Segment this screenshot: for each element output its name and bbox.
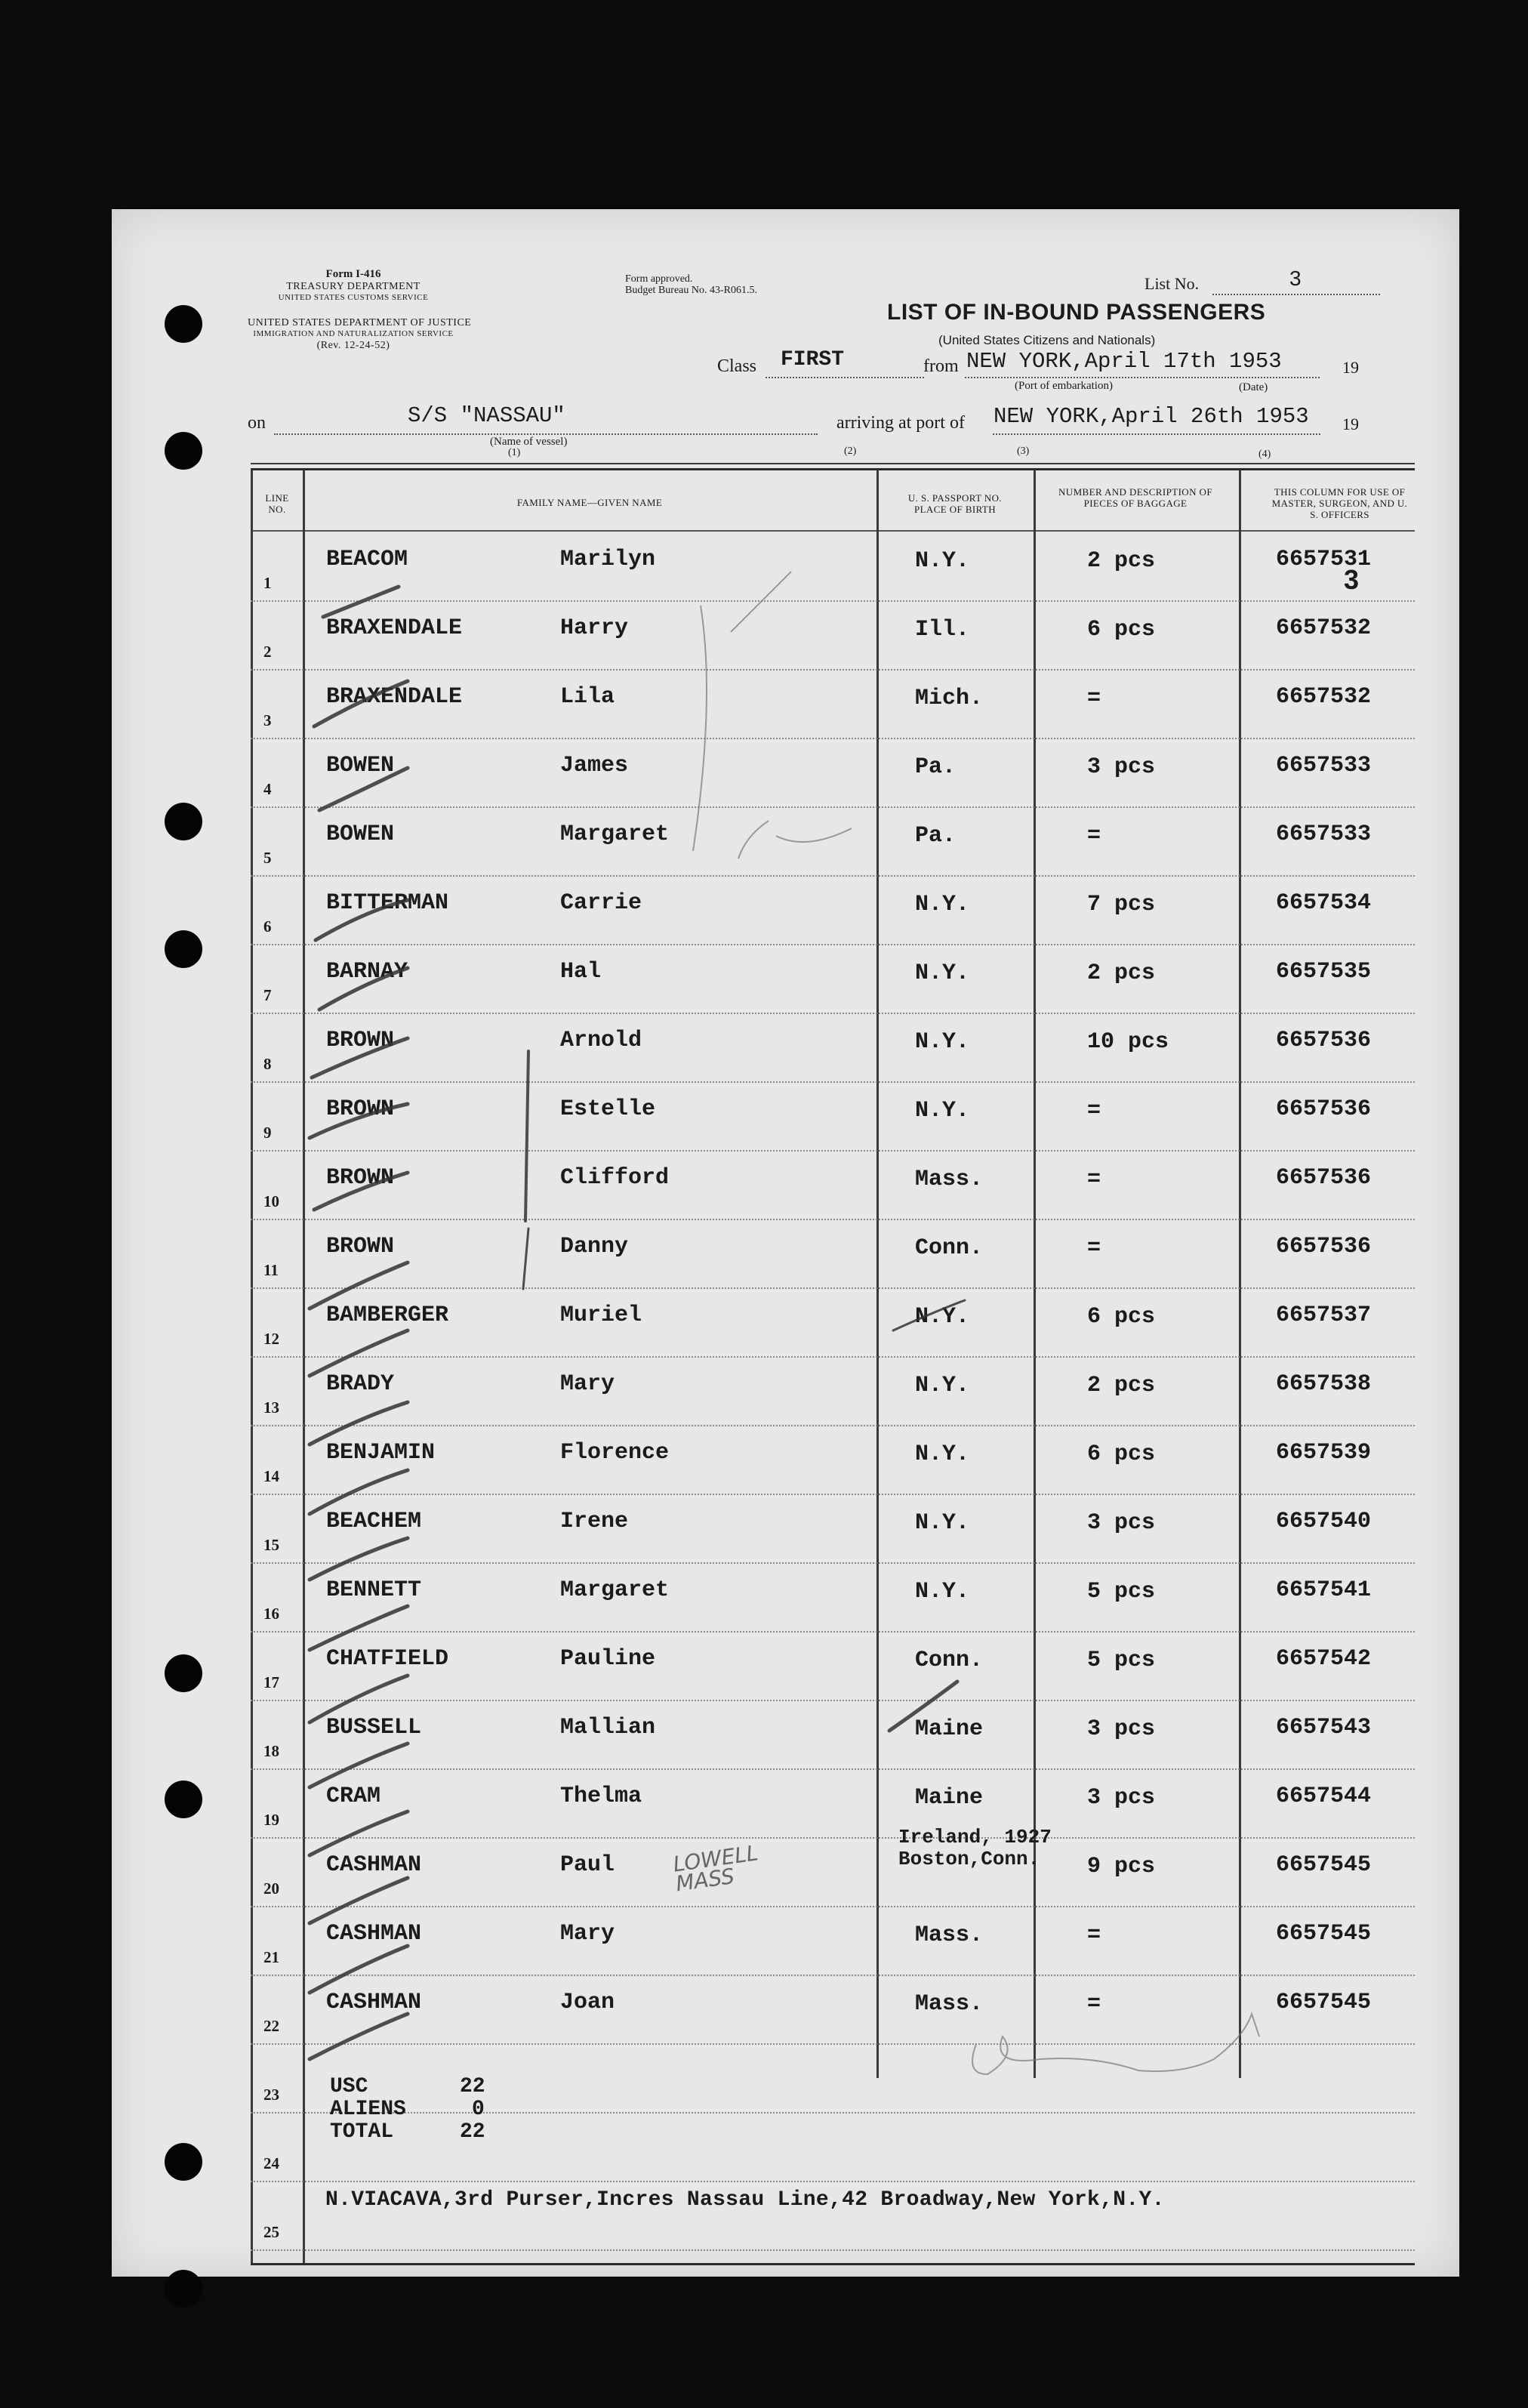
line-number: 16 — [263, 1605, 279, 1623]
place-of-birth: Mich. — [915, 686, 984, 711]
vessel-line — [274, 433, 818, 435]
family-name: BARNAY — [326, 959, 408, 985]
baggage: 6 pcs — [1087, 1304, 1156, 1330]
form-number: Form I-416 — [325, 268, 381, 280]
family-name: BUSSELL — [326, 1715, 422, 1740]
line-number: 23 — [263, 2086, 279, 2104]
binder-hole — [165, 2270, 202, 2308]
officer-number: 6657533 — [1276, 753, 1372, 779]
baggage: 2 pcs — [1087, 960, 1156, 986]
place-of-birth: N.Y. — [915, 1510, 970, 1536]
family-name: BROWN — [326, 1165, 395, 1191]
row-rule — [251, 1562, 1415, 1564]
place-of-birth: Maine — [915, 1716, 984, 1742]
given-name: Harry — [560, 615, 629, 641]
col-num-3: (3) — [1017, 446, 1030, 457]
officer-number: 6657537 — [1276, 1303, 1372, 1328]
family-name: CRAM — [326, 1784, 381, 1809]
row-rule — [251, 1287, 1415, 1289]
place-of-birth: Mass. — [915, 1991, 984, 2017]
line-number: 15 — [263, 1536, 279, 1554]
place-of-birth: Pa. — [915, 754, 957, 780]
line-number: 5 — [263, 849, 272, 867]
line-number: 10 — [263, 1192, 279, 1210]
arriving-label: arriving at port of — [836, 413, 965, 433]
place-of-birth: N.Y. — [915, 1373, 970, 1398]
given-name: Danny — [560, 1234, 629, 1259]
given-name: Pauline — [560, 1646, 656, 1672]
approval-block — [625, 273, 757, 296]
line-number: 12 — [263, 1330, 279, 1348]
handwritten-note: LOWELL MASS — [671, 1840, 760, 1897]
baggage: = — [1087, 686, 1101, 711]
baggage: 6 pcs — [1087, 1441, 1156, 1467]
family-name: BRAXENDALE — [326, 615, 463, 641]
family-name: BROWN — [326, 1028, 395, 1053]
line-number: 14 — [263, 1467, 279, 1485]
page-subtitle: (United States Citizens and Nationals) — [938, 333, 1156, 347]
row-rule — [251, 2249, 1415, 2251]
row-rule — [251, 1356, 1415, 1358]
class-line — [766, 377, 924, 378]
row-rule — [251, 1494, 1415, 1495]
row-rule — [251, 1975, 1415, 1976]
header-baggage: NUMBER AND DESCRIPTION OF PIECES OF BAGGAGE — [1058, 486, 1212, 509]
family-name: CASHMAN — [326, 1921, 422, 1947]
family-name: BROWN — [326, 1234, 395, 1259]
line-number: 9 — [263, 1124, 272, 1142]
line-number: 2 — [263, 643, 272, 661]
binder-hole — [165, 2143, 202, 2181]
aliens-value: 0 — [472, 2098, 485, 2121]
baggage: = — [1087, 1167, 1101, 1192]
line-number: 22 — [263, 2017, 279, 2035]
officer-number: 6657534 — [1276, 890, 1372, 916]
baggage: = — [1087, 823, 1101, 849]
officer-number: 6657545 — [1276, 1852, 1372, 1878]
total-label: TOTAL — [330, 2120, 394, 2144]
usc-value: 22 — [460, 2075, 485, 2098]
officer-number: 6657536 — [1276, 1234, 1372, 1259]
family-name: BENJAMIN — [326, 1440, 436, 1466]
officer-number: 6657539 — [1276, 1440, 1372, 1466]
row-rule — [251, 1906, 1415, 1907]
from-year-suffix: 19 — [1342, 358, 1359, 377]
binder-hole — [165, 1781, 202, 1818]
given-name: Margaret — [560, 1577, 670, 1603]
header-line-no: LINE NO. — [265, 492, 289, 515]
arriving-line — [993, 433, 1320, 435]
officer-number: 6657545 — [1276, 1921, 1372, 1947]
place-of-birth: N.Y. — [915, 892, 970, 917]
place-of-birth: N.Y. — [915, 1029, 970, 1055]
officer-number: 6657536 — [1276, 1096, 1372, 1122]
class-value: FIRST — [781, 348, 845, 372]
row-rule — [251, 1768, 1415, 1770]
officer-number: 6657542 — [1276, 1646, 1372, 1672]
purser-line: N.VIACAVA,3rd Purser,Incres Nassau Line,42 Broadway,New York,N.Y. — [325, 2188, 1165, 2212]
row-rule — [251, 738, 1415, 739]
row-rule — [251, 944, 1415, 945]
officer-number: 6657543 — [1276, 1715, 1372, 1740]
row-rule — [251, 1700, 1415, 1701]
total-value: 22 — [460, 2120, 485, 2144]
row-rule — [251, 875, 1415, 877]
place-of-birth: Pa. — [915, 823, 957, 849]
justice-block — [248, 317, 472, 351]
aliens-label: ALIENS — [330, 2098, 406, 2121]
from-value: NEW YORK,April 17th 1953 — [966, 349, 1282, 374]
family-name: BEACOM — [326, 547, 408, 572]
row-rule — [251, 1081, 1415, 1083]
place-of-birth: N.Y. — [915, 1098, 970, 1124]
baggage: = — [1087, 1235, 1101, 1261]
row-rule — [251, 600, 1415, 602]
baggage: 3 pcs — [1087, 754, 1156, 780]
place-of-birth: N.Y. — [915, 1304, 970, 1330]
officer-number: 6657538 — [1276, 1371, 1372, 1397]
line-number: 7 — [263, 986, 272, 1004]
list-no-label: List No. — [1144, 274, 1200, 293]
given-name: Mary — [560, 1921, 615, 1947]
baggage: 7 pcs — [1087, 892, 1156, 917]
given-name: Hal — [560, 959, 602, 985]
row-rule — [251, 2112, 1415, 2114]
given-name: Margaret — [560, 822, 670, 847]
header-officers: THIS COLUMN FOR USE OF MASTER, SURGEON, AND U. S. OFFICERS — [1271, 486, 1408, 520]
customs-service: UNITED STATES CUSTOMS SERVICE — [278, 293, 429, 302]
baggage: 2 pcs — [1087, 548, 1156, 574]
family-name: BROWN — [326, 1096, 395, 1122]
baggage: 3 pcs — [1087, 1510, 1156, 1536]
row-rule — [251, 806, 1415, 808]
col-num-4: (4) — [1258, 449, 1271, 460]
binder-hole — [165, 305, 202, 343]
table-top-rule — [251, 463, 1415, 464]
row-rule — [251, 2181, 1415, 2182]
binder-hole — [165, 1654, 202, 1692]
place-of-birth: Conn. — [915, 1235, 984, 1261]
binder-hole — [165, 803, 202, 840]
place-of-birth: N.Y. — [915, 960, 970, 986]
given-name: Clifford — [560, 1165, 670, 1191]
list-no-value: 3 — [1289, 267, 1302, 290]
given-name: Estelle — [560, 1096, 656, 1122]
form-approved: Form approved. — [625, 273, 693, 285]
baggage: 5 pcs — [1087, 1579, 1156, 1605]
baggage: 3 pcs — [1087, 1716, 1156, 1742]
row-rule — [251, 1150, 1415, 1152]
place-of-birth: Maine — [915, 1785, 984, 1811]
header-passport: U. S. PASSPORT NO. PLACE OF BIRTH — [907, 492, 1003, 515]
given-name: Lila — [560, 684, 615, 710]
row-rule — [251, 1425, 1415, 1426]
officer-number: 6657532 — [1276, 684, 1372, 710]
line-number: 18 — [263, 1742, 279, 1760]
line-number: 4 — [263, 780, 272, 798]
officer-number: 6657541 — [1276, 1577, 1372, 1603]
vessel-caption: (Name of vessel) — [490, 436, 568, 448]
line-number: 25 — [263, 2223, 279, 2241]
col-num-2: (2) — [844, 446, 857, 457]
line-number: 24 — [263, 2154, 279, 2172]
row-rule — [251, 1219, 1415, 1220]
officer-number: 6657531 — [1276, 547, 1372, 572]
row-rule — [251, 669, 1415, 671]
given-name: Arnold — [560, 1028, 642, 1053]
line-number: 3 — [263, 711, 272, 729]
baggage: 3 pcs — [1087, 1785, 1156, 1811]
treasury-dept: TREASURY DEPARTMENT — [286, 281, 421, 292]
family-name: BEACHEM — [326, 1509, 422, 1534]
given-name: Mallian — [560, 1715, 656, 1740]
vessel-name: S/S "NASSAU" — [408, 403, 565, 428]
col-num-1: (1) — [508, 447, 521, 458]
row-rule — [251, 1837, 1415, 1839]
baggage: = — [1087, 1991, 1101, 2017]
given-name: Mary — [560, 1371, 615, 1397]
list-no-line — [1212, 294, 1380, 295]
family-name: BOWEN — [326, 822, 395, 847]
baggage: 5 pcs — [1087, 1648, 1156, 1673]
line-number: 21 — [263, 1948, 279, 1966]
place-of-birth: Ireland, 1927 Boston,Conn. — [898, 1826, 1052, 1870]
given-name: Irene — [560, 1509, 629, 1534]
family-name: CHATFIELD — [326, 1646, 449, 1672]
place-of-birth: N.Y. — [915, 1579, 970, 1605]
baggage: 2 pcs — [1087, 1373, 1156, 1398]
family-name: BRAXENDALE — [326, 684, 463, 710]
officer-number: 6657536 — [1276, 1028, 1372, 1053]
binder-hole — [165, 432, 202, 470]
arriving-year-suffix: 19 — [1342, 415, 1359, 433]
officer-number: 6657545 — [1276, 1990, 1372, 2015]
place-of-birth: Mass. — [915, 1922, 984, 1948]
baggage: = — [1087, 1098, 1101, 1124]
ins-service: IMMIGRATION AND NATURALIZATION SERVICE — [253, 329, 454, 338]
baggage: 10 pcs — [1087, 1029, 1169, 1055]
baggage: = — [1087, 1922, 1101, 1948]
place-of-birth: N.Y. — [915, 1441, 970, 1467]
line-number: 1 — [263, 574, 272, 592]
line-number: 19 — [263, 1811, 279, 1829]
line-number: 20 — [263, 1879, 279, 1898]
port-caption: (Port of embarkation) — [1015, 380, 1113, 392]
family-name: BRADY — [326, 1371, 395, 1397]
date-caption: (Date) — [1239, 381, 1268, 393]
line-number: 8 — [263, 1055, 272, 1073]
arriving-value: NEW YORK,April 26th 1953 — [994, 404, 1309, 429]
given-name: James — [560, 753, 629, 779]
family-name: BENNETT — [326, 1577, 422, 1603]
manifest-sheet — [112, 209, 1459, 2277]
from-label: from — [923, 356, 959, 376]
family-name: CASHMAN — [326, 1990, 422, 2015]
given-name: Thelma — [560, 1784, 642, 1809]
passenger-table — [251, 470, 1415, 2263]
form-header-left — [248, 268, 459, 304]
header-name: FAMILY NAME—GIVEN NAME — [516, 497, 663, 508]
baggage: 6 pcs — [1087, 617, 1156, 643]
officer-number: 6657536 — [1276, 1165, 1372, 1191]
justice-dept: UNITED STATES DEPARTMENT OF JUSTICE — [248, 317, 472, 328]
officer-number: 6657540 — [1276, 1509, 1372, 1534]
given-name: Florence — [560, 1440, 670, 1466]
officer-number: 6657535 — [1276, 959, 1372, 985]
officer-number: 6657532 — [1276, 615, 1372, 641]
row-rule — [251, 1631, 1415, 1633]
line-number: 17 — [263, 1673, 279, 1691]
line-number: 11 — [263, 1261, 279, 1279]
place-of-birth: Mass. — [915, 1167, 984, 1192]
given-name: Marilyn — [560, 547, 656, 572]
class-label: Class — [717, 356, 757, 376]
row-rule — [251, 1013, 1415, 1014]
revision: (Rev. 12-24-52) — [316, 340, 390, 351]
row-rule — [251, 2043, 1415, 2045]
binder-hole — [165, 930, 202, 968]
place-of-birth: N.Y. — [915, 548, 970, 574]
officer-number: 6657544 — [1276, 1784, 1372, 1809]
family-name: BAMBERGER — [326, 1303, 449, 1328]
place-of-birth: Ill. — [915, 617, 970, 643]
page-title: LIST OF IN-BOUND PASSENGERS — [887, 300, 1266, 325]
from-line — [965, 377, 1320, 378]
family-name: BOWEN — [326, 753, 395, 779]
margin-mark: 3 — [1344, 564, 1360, 595]
officer-number: 6657533 — [1276, 822, 1372, 847]
given-name: Paul — [560, 1852, 615, 1878]
on-label: on — [248, 413, 266, 433]
line-number: 6 — [263, 917, 272, 936]
usc-label: USC — [330, 2075, 368, 2098]
family-name: CASHMAN — [326, 1852, 422, 1878]
budget-bureau: Budget Bureau No. 43-R061.5. — [625, 285, 757, 296]
family-name: BITTERMAN — [326, 890, 449, 916]
given-name: Joan — [560, 1990, 615, 2015]
baggage: 9 pcs — [1087, 1854, 1156, 1879]
place-of-birth: Conn. — [915, 1648, 984, 1673]
line-number: 13 — [263, 1398, 279, 1417]
given-name: Carrie — [560, 890, 642, 916]
table-bottom-rule — [251, 2263, 1415, 2265]
given-name: Muriel — [560, 1303, 642, 1328]
